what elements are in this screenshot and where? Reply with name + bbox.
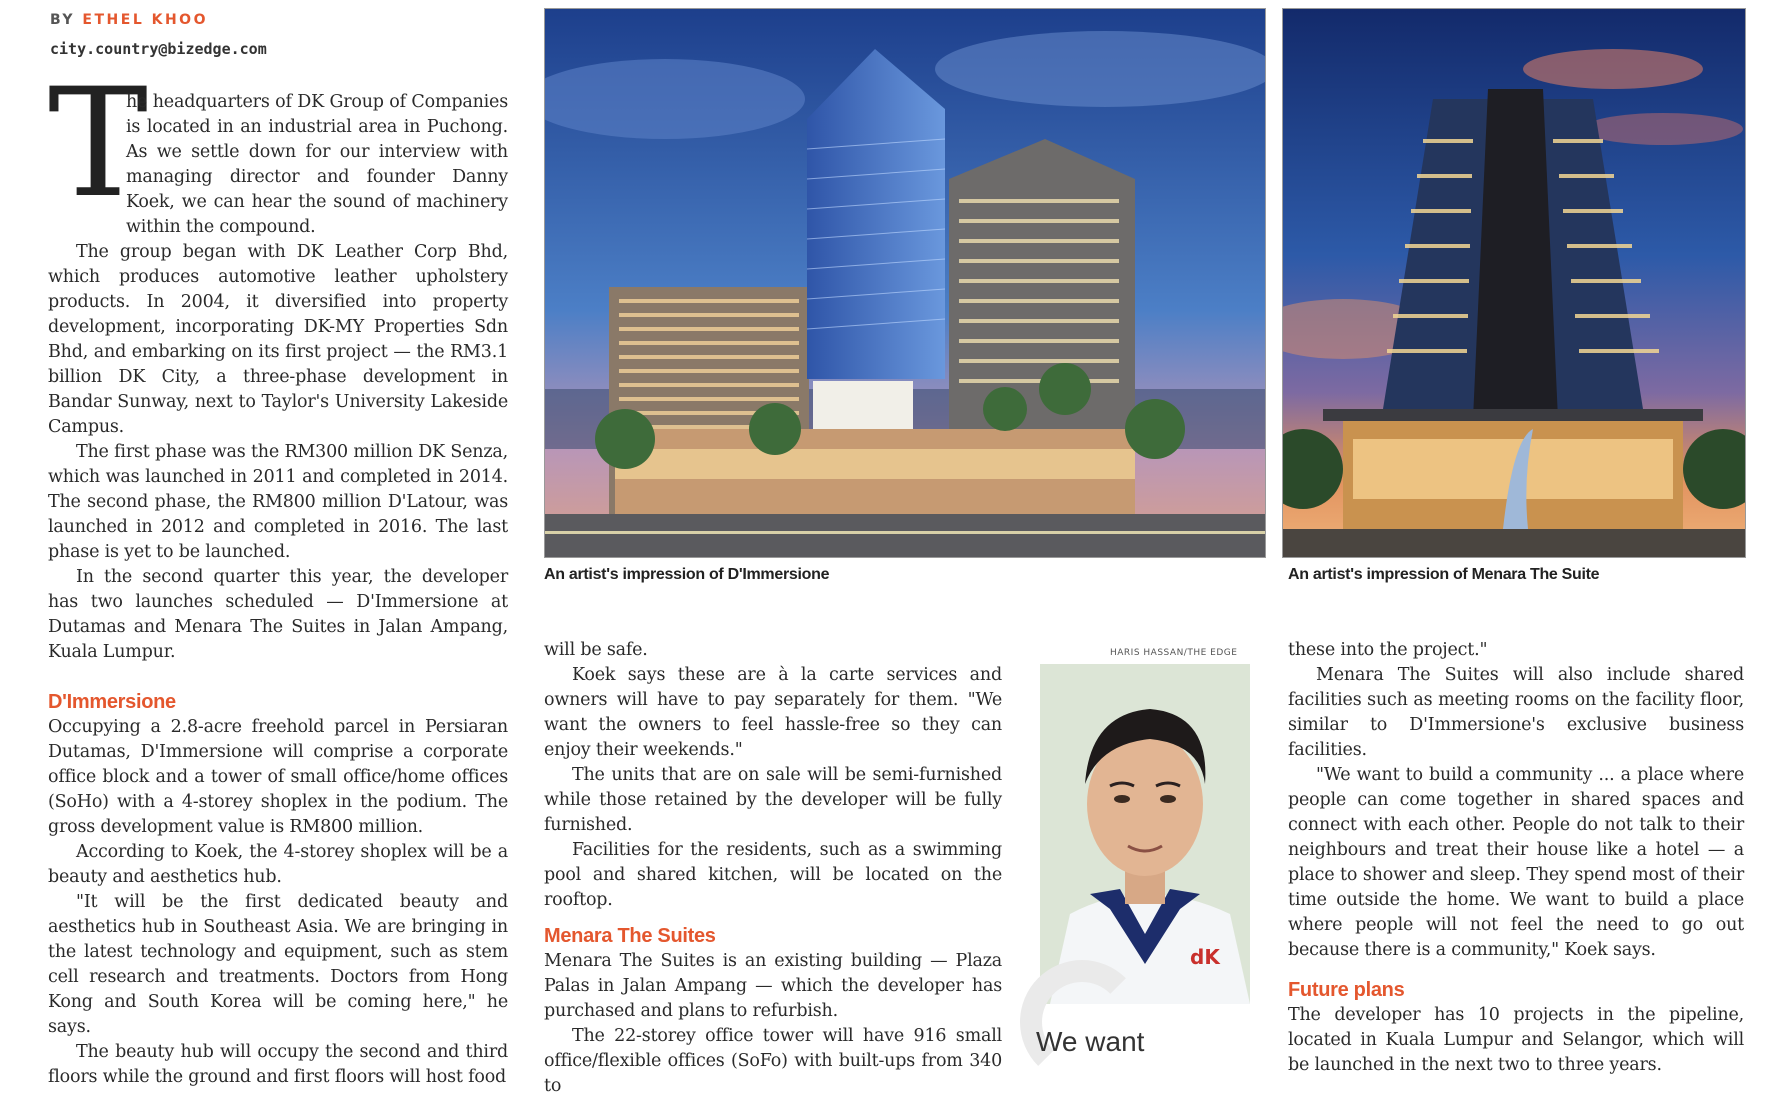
paragraph: Menara The Suites is an existing building — Plaza Palas in Jalan Ampang — which the developer has purchased and plans to refurbish. — [544, 951, 1002, 1021]
quote-mark-icon — [1020, 960, 1144, 1084]
photo-credit: HARIS HASSAN/THE EDGE — [1110, 648, 1238, 658]
article-column-4 — [1288, 638, 1744, 1078]
dimmersione-rendering — [544, 8, 1266, 558]
section-heading-menara: Menara The Suites — [544, 925, 716, 947]
paragraph: Facilities for the residents, such as a swimming pool and shared kitchen, will be located on the rooftop. — [544, 840, 1002, 910]
dimmersione-caption: An artist's impression of D'Immersione — [544, 566, 830, 583]
paragraph: According to Koek, the 4-storey shoplex will be a beauty and aesthetics hub. — [48, 842, 508, 887]
section-heading-future-plans: Future plans — [1288, 979, 1405, 1001]
menara-the-suites-rendering — [1282, 8, 1746, 558]
svg-text:dK: dK — [1190, 945, 1220, 969]
byline-prefix: BY — [50, 12, 76, 28]
paragraph: will be safe. — [544, 640, 648, 660]
paragraph: The group began with DK Leather Corp Bhd, which produces automotive leather upholstery products. In 2004, it diversified into property development, incorporating DK-MY Properties Sdn Bhd, and embarking on its first project — the RM3.1 billion DK City, a three-phase development in Bandar Sunway, next to Taylor's University Lakeside Campus. — [48, 242, 508, 437]
paragraph: Koek says these are à la carte services and owners will have to pay separately for them. "We want the owners to feel hassle-free so they can enjoy their weekends." — [544, 665, 1002, 760]
paragraph: The first phase was the RM300 million DK Senza, which was launched in 2011 and completed in 2014. The second phase, the RM800 million D'Latour, was launched in 2012 and completed in 2016. The last phase is yet to be launched. — [48, 442, 508, 562]
paragraph: The 22-storey office tower will have 916 small office/flexible offices (SoFo) with built-ups from 340 to — [544, 1026, 1002, 1096]
paragraph: The beauty hub will occupy the second and third floors while the ground and first floors will host food — [48, 1042, 508, 1087]
drop-cap: T — [48, 57, 149, 231]
paragraph: Menara The Suites will also include shared facilities such as meeting rooms on the facility floor, similar to D'Immersione's exclusive business facilities. — [1288, 665, 1744, 760]
menara-caption: An artist's impression of Menara The Suite — [1288, 566, 1600, 583]
article-column-2 — [544, 638, 1002, 1099]
paragraph: The developer has 10 projects in the pipeline, located in Kuala Lumpur and Selangor, which will be launched in the next two to three years. — [1288, 1005, 1744, 1075]
byline-author: ETHEL KHOO — [82, 12, 208, 28]
byline — [50, 12, 208, 28]
paragraph: The units that are on sale will be semi-furnished while those retained by the developer will be fully furnished. — [544, 765, 1002, 835]
author-email[interactable]: city.country@bizedge.com — [50, 40, 267, 58]
paragraph: "It will be the first dedicated beauty and aesthetics hub in Southeast Asia. We are bringing in the latest technology and equipment, such as stem cell research and treatments. Doctors from Hong Kong and South Korea will be coming here," he says. — [48, 892, 508, 1037]
pull-quote: We want — [1036, 1026, 1145, 1057]
paragraph: Occupying a 2.8-acre freehold parcel in Persiaran Dutamas, D'Immersione will comprise a corporate office block and a tower of small office/home offices (SoHo) with a 4-storey shoplex in the podium. The gross development value is RM800 million. — [48, 717, 508, 837]
section-heading-dimmersione: D'Immersione — [48, 691, 176, 713]
paragraph: In the second quarter this year, the developer has two launches scheduled — D'Immersione at Dutamas and Menara The Suites in Jalan Ampang, Kuala Lumpur. — [48, 567, 508, 662]
paragraph: these into the project." — [1288, 640, 1488, 660]
paragraph: "We want to build a community ... a place where people can come together in shared spaces and connect with each other. People do not talk to their neighbours and treat their house like a hotel — a place to shower and sleep. They spend most of their time outside the home. We want to build a place where people will not feel the need to go out because there is a community," Koek says. — [1288, 765, 1744, 960]
lead-paragraph: he headquarters of DK Group of Companies is located in an industrial area in Puchong. As we settle down for our interview with managing director and founder Danny Koek, we can hear the sound of machinery within the compound. — [126, 92, 508, 237]
article-column-1 — [48, 57, 508, 1090]
danny-koek-portrait — [1040, 664, 1250, 1004]
